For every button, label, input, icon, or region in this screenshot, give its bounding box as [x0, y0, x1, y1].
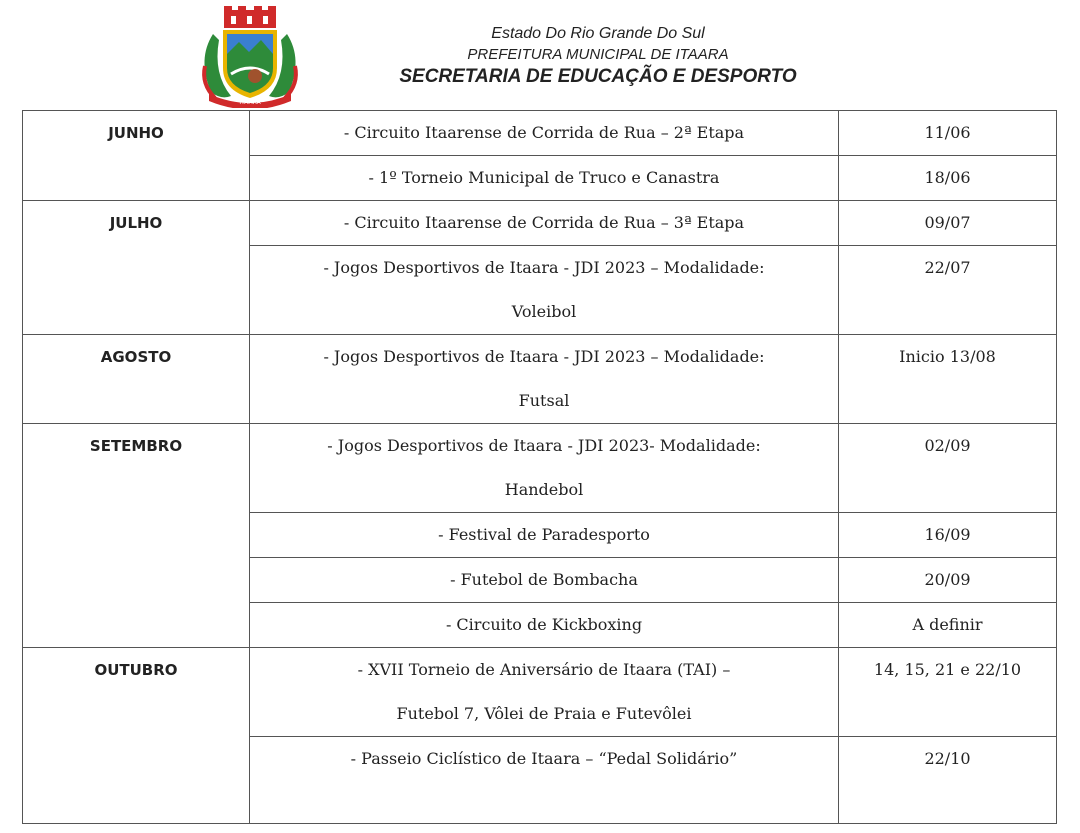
document-header [0, 0, 1080, 110]
month-cell-agosto: AGOSTO [23, 335, 250, 424]
event-cell: - Circuito Itaarense de Corrida de Rua – 3ª Etapa [250, 201, 839, 246]
event-line: Handebol [504, 480, 584, 499]
event-cell: - Circuito de Kickboxing [250, 603, 839, 648]
event-cell [250, 335, 839, 424]
itaara-coat-of-arms-icon [191, 4, 309, 108]
date-cell: 22/10 [839, 737, 1057, 824]
events-calendar-table [22, 110, 1057, 824]
department-title: SECRETARIA DE EDUCAÇÃO E DESPORTO [399, 66, 797, 87]
event-cell [250, 246, 839, 335]
table-row [23, 335, 1057, 424]
event-line: - Jogos Desportivos de Itaara - JDI 2023- Modalidade: [327, 436, 761, 455]
table-row [23, 201, 1057, 246]
month-cell-junho: JUNHO [23, 111, 250, 201]
svg-text:ITAARA: ITAARA [239, 99, 261, 106]
date-cell: 20/09 [839, 558, 1057, 603]
event-cell: - Futebol de Bombacha [250, 558, 839, 603]
event-line: Futsal [518, 391, 570, 410]
date-cell: A definir [839, 603, 1057, 648]
date-cell: 22/07 [839, 246, 1057, 335]
event-cell: - Passeio Ciclístico de Itaara – “Pedal Solidário” [250, 737, 839, 824]
table-row [23, 648, 1057, 737]
state-name: Estado Do Rio Grande Do Sul [491, 25, 705, 42]
event-cell [250, 648, 839, 737]
table-row [23, 111, 1057, 156]
event-line: - Jogos Desportivos de Itaara - JDI 2023 – Modalidade: [323, 258, 765, 277]
month-cell-setembro: SETEMBRO [23, 424, 250, 648]
event-line: Futebol 7, Vôlei de Praia e Futevôlei [396, 704, 692, 723]
event-cell [250, 424, 839, 513]
month-cell-outubro: OUTUBRO [23, 648, 250, 824]
event-cell: - Circuito Itaarense de Corrida de Rua – 2ª Etapa [250, 111, 839, 156]
date-cell: 14, 15, 21 e 22/10 [839, 648, 1057, 737]
date-cell: 11/06 [839, 111, 1057, 156]
event-line: - XVII Torneio de Aniversário de Itaara (TAI) – [357, 660, 731, 679]
date-cell: 09/07 [839, 201, 1057, 246]
event-cell: - 1º Torneio Municipal de Truco e Canastra [250, 156, 839, 201]
event-line: - Jogos Desportivos de Itaara - JDI 2023 – Modalidade: [323, 347, 765, 366]
event-line: Voleibol [511, 302, 577, 321]
date-cell: 18/06 [839, 156, 1057, 201]
date-cell: 16/09 [839, 513, 1057, 558]
month-cell-julho: JULHO [23, 201, 250, 335]
event-cell: - Festival de Paradesporto [250, 513, 839, 558]
municipality-name: PREFEITURA MUNICIPAL DE ITAARA [467, 46, 729, 63]
table-row [23, 424, 1057, 513]
date-cell: Inicio 13/08 [839, 335, 1057, 424]
date-cell: 02/09 [839, 424, 1057, 513]
